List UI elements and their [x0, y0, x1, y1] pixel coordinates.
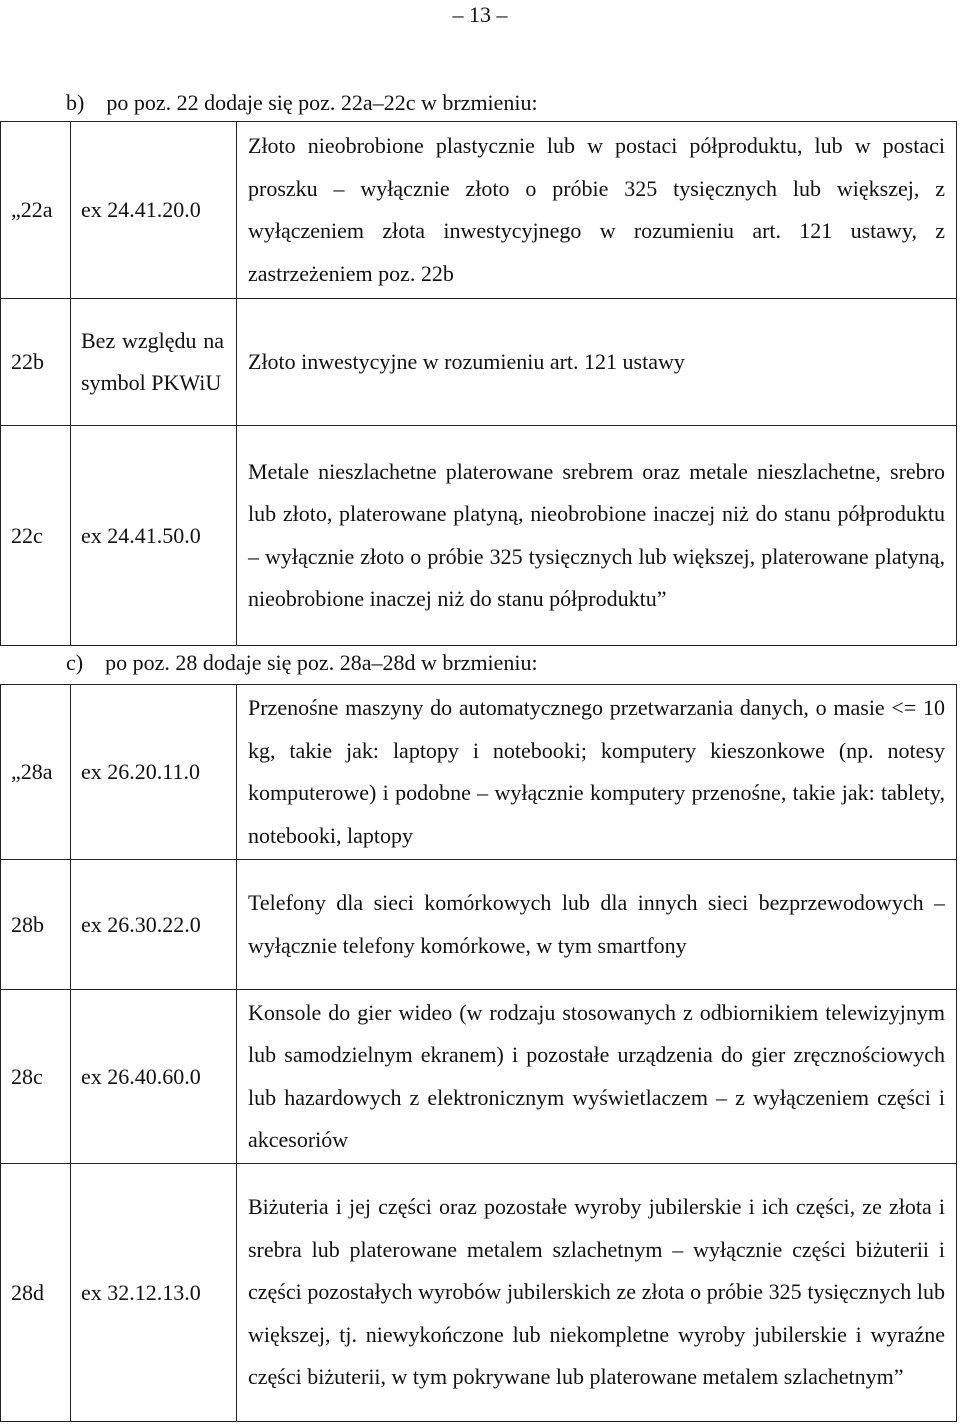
intro-amendment-b: b) po poz. 22 dodaje się poz. 22a–22c w brzmieniu: — [66, 90, 538, 115]
table-row — [1, 990, 957, 1164]
item-description: Przenośne maszyny do automatycznego przetwarzania danych, o masie <= 10 kg, takie jak: laptopy i notebooki; komputery kieszonkowe (np. notesy komputerowe) i podobne – wyłącznie komputery przenośne, takie jak: tablety, notebooki, laptopy — [237, 685, 957, 860]
pkwiu-symbol: ex 24.41.50.0 — [71, 426, 237, 646]
item-number: 28c — [1, 990, 71, 1164]
item-number: „22a — [1, 122, 71, 299]
pkwiu-symbol: ex 24.41.20.0 — [71, 122, 237, 299]
item-description: Złoto nieobrobione plastycznie lub w postaci półproduktu, lub w postaci proszku – wyłącznie złoto o próbie 325 tysięcznych lub większej, z wyłączeniem złota inwestycyjnego w rozumieniu art. 121 ustawy, z zastrzeżeniem poz. 22b — [237, 122, 957, 299]
item-number: 28b — [1, 860, 71, 990]
pkwiu-symbol: ex 26.20.11.0 — [71, 685, 237, 860]
item-description: Konsole do gier wideo (w rodzaju stosowanych z odbiornikiem telewizyjnym lub samodzielnym ekranem) i pozostałe urządzenia do gier zręcznościowych lub hazardowych z elektronicznym wyświetlaczem – z wyłączeniem części i akcesoriów — [237, 990, 957, 1164]
table-row — [1, 122, 957, 299]
table-items-28 — [0, 684, 957, 1422]
table-items-22 — [0, 121, 957, 646]
table-row — [1, 299, 957, 426]
pkwiu-symbol: ex 26.30.22.0 — [71, 860, 237, 990]
item-number: 22c — [1, 426, 71, 646]
table-row — [1, 426, 957, 646]
item-description: Metale nieszlachetne platerowane srebrem oraz metale nieszlachetne, srebro lub złoto, platerowane platyną, nieobrobione inaczej niż do stanu półproduktu – wyłącznie złoto o próbie 325 tysięcznych lub większej, platerowane platyną, nieobrobione inaczej niż do stanu półproduktu” — [237, 426, 957, 646]
item-description: Biżuteria i jej części oraz pozostałe wyroby jubilerskie i ich części, ze złota i srebra lub platerowane metalem szlachetnym – wyłącznie części biżuterii i części pozostałych wyrobów jubilerskich ze złota o próbie 325 tysięcznych lub większej, tj. niewykończone lub niekompletne wyroby jubilerskie i wyraźne części biżuterii, w tym pokrywane lub platerowane metalem szlachetnym” — [237, 1164, 957, 1422]
table-row — [1, 860, 957, 990]
item-description: Telefony dla sieci komórkowych lub dla innych sieci bezprzewodowych – wyłącznie telefony komórkowe, w tym smartfony — [237, 860, 957, 990]
table-row — [1, 1164, 957, 1422]
table-row — [1, 685, 957, 860]
item-number: 28d — [1, 1164, 71, 1422]
item-description: Złoto inwestycyjne w rozumieniu art. 121 ustawy — [237, 299, 957, 426]
item-number: „28a — [1, 685, 71, 860]
intro-amendment-c: c) po poz. 28 dodaje się poz. 28a–28d w brzmieniu: — [66, 650, 538, 675]
pkwiu-symbol: Bez względu na symbol PKWiU — [71, 299, 237, 426]
item-number: 22b — [1, 299, 71, 426]
pkwiu-symbol: ex 26.40.60.0 — [71, 990, 237, 1164]
page-number: – 13 – — [452, 2, 508, 27]
pkwiu-symbol: ex 32.12.13.0 — [71, 1164, 237, 1422]
